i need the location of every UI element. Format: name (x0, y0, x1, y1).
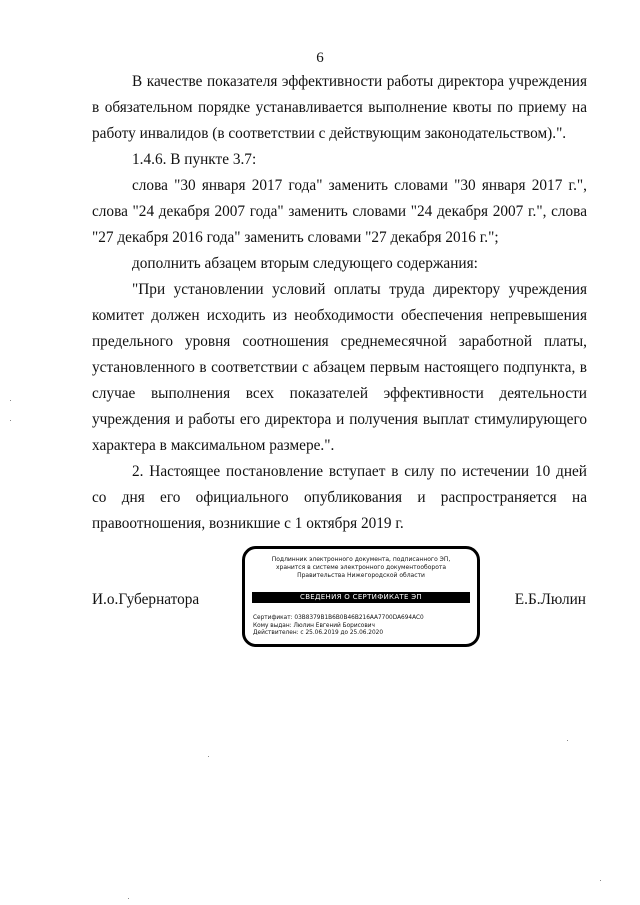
stamp-validity: Действителен: с 25.06.2019 до 25.06.2020 (253, 630, 384, 637)
paragraph: слова "30 января 2017 года" заменить словами "30 января 2017 г.", слова "24 декабря 2007 года" заменить словами "24 декабря 2007 г.", слова "27 декабря 2016 года" заменить словами "27 декабря 2016 г."; (92, 177, 587, 246)
stamp-issued-to: Кому выдан: Люлин Евгений Борисович (253, 622, 375, 629)
stamp-header-line: Правительства Нижегородской области (297, 572, 425, 580)
signer-name: Е.Б.Люлин (514, 591, 586, 608)
paragraph: 2. Настоящее постановление вступает в силу по истечении 10 дней со дня его официального опубликования и распространяется на правоотношения, возникшие с 1 октября 2019 г. (92, 463, 587, 532)
scan-speck (10, 420, 11, 421)
document-body (92, 69, 587, 537)
stamp-certificate-number: Сертификат: 03B8379B1B6B0B46B216AA7700DA694AC0 (253, 615, 424, 621)
scan-speck (600, 880, 601, 881)
electronic-signature-stamp (242, 546, 480, 647)
signer-position: И.о.Губернатора (92, 591, 200, 608)
scan-speck (567, 740, 568, 741)
paragraph: 1.4.6. В пункте 3.7: (132, 151, 257, 168)
page-number: 6 (316, 50, 324, 66)
stamp-title-bar: СВЕДЕНИЯ О СЕРТИФИКАТЕ ЭП (252, 592, 470, 603)
stamp-header-line: Подлинник электронного документа, подписанного ЭП, (271, 556, 451, 563)
paragraph: дополнить абзацем вторым следующего содержания: (132, 255, 478, 272)
stamp-certificate-info (253, 615, 471, 638)
scan-speck (208, 756, 209, 757)
scan-speck (10, 400, 11, 401)
stamp-header (245, 556, 477, 581)
scan-speck (128, 898, 129, 899)
stamp-header-line: хранится в системе электронного документооборота (275, 564, 447, 572)
paragraph: "При установлении условий оплаты труда директору учреждения комитет должен исходить из необходимости обеспечения непревышения предельного уровня соотношения среднемесячной заработной платы, установленного в соответствии с абзацем первым настоящего подпункта, в случае выполнения всех показателей эффективности деятельности учреждения и работы его директора и получения выплат стимулирующего характера в максимальном размере.". (92, 281, 587, 454)
paragraph: В качестве показателя эффективности работы директора учреждения в обязательном порядке устанавливается выполнение квоты по приему на работу инвалидов (в соответствии с действующим законодательством).". (92, 73, 587, 142)
